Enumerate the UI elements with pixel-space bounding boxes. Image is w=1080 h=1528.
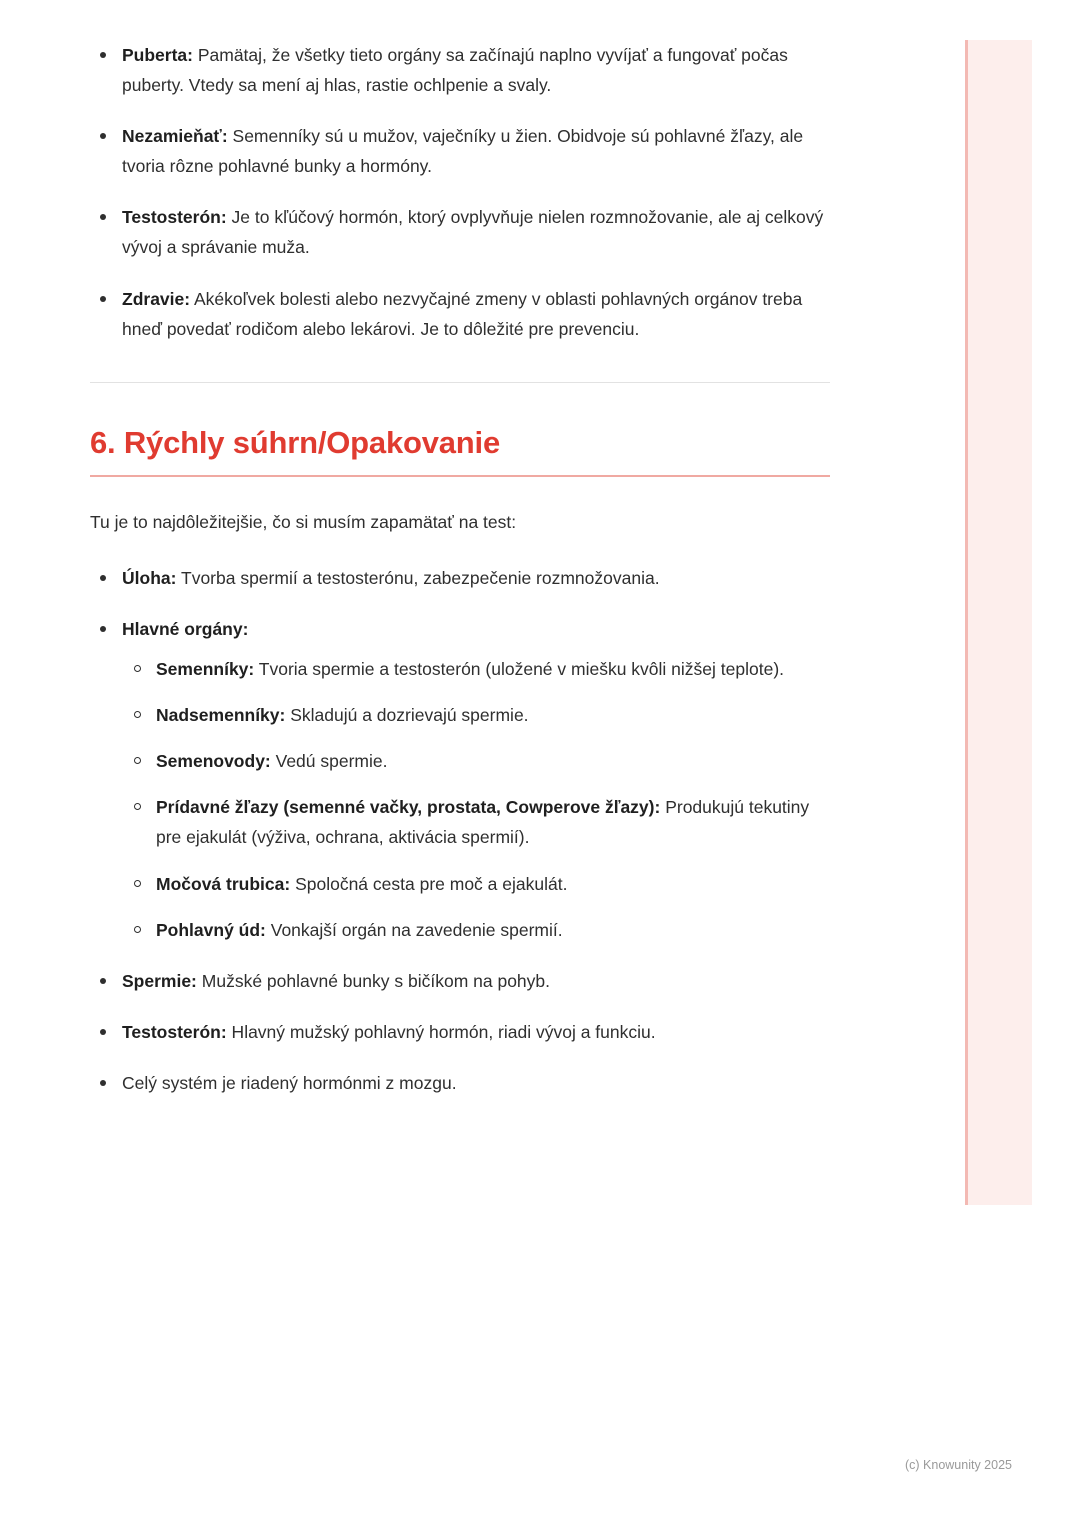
list-item (90, 1017, 830, 1047)
title-underline (90, 475, 830, 477)
list-item (90, 563, 830, 593)
list-item-term: Močová trubica: (156, 873, 291, 894)
list-item (90, 40, 830, 100)
summary-bullet-list (90, 563, 830, 1098)
list-item (90, 121, 830, 181)
list-item (122, 654, 830, 684)
list-item-text: Celý systém je riadený hormónmi z mozgu. (122, 1072, 457, 1093)
list-item (122, 915, 830, 945)
list-item (122, 700, 830, 730)
list-item-text: Tvorba spermií a testosterónu, zabezpečenie rozmnožovania. (176, 567, 660, 588)
list-item (90, 614, 830, 945)
top-bullet-list (90, 40, 830, 344)
section-divider (90, 382, 830, 383)
copyright-footer: (c) Knowunity 2025 (904, 1458, 1012, 1472)
list-item (122, 792, 830, 852)
decorative-side-band (968, 40, 1032, 1205)
document-content (90, 40, 830, 1119)
list-item-text: Tvoria spermie a testosterón (uložené v miešku kvôli nižšej teplote). (254, 659, 785, 680)
list-item (90, 966, 830, 996)
list-item-text: Pamätaj, že všetky tieto orgány sa začínajú naplno vyvíjať a fungovať počas puberty. Vtedy sa mení aj hlas, rastie ochlpenie a svaly. (122, 45, 788, 96)
list-item-text: Vedú spermie. (270, 751, 388, 772)
list-item (90, 202, 830, 262)
decorative-side-rule (965, 40, 968, 1205)
list-item-text: Skladujú a dozrievajú spermie. (285, 705, 529, 726)
list-item-term: Testosterón: (122, 207, 227, 228)
list-item-text: Semenníky sú u mužov, vaječníky u žien. Obidvoje sú pohlavné žľazy, ale tvoria rôzne pohlavné bunky a hormóny. (122, 126, 804, 177)
list-item-text: Vonkajší orgán na zavedenie spermií. (265, 919, 563, 940)
list-item-text: Produkujú tekutiny pre ejakulát (výživa, ochrana, aktivácia spermií). (156, 797, 810, 848)
list-item-term: Nadsemenníky: (156, 705, 286, 726)
list-item (122, 869, 830, 899)
list-item-term: Semenníky: (156, 659, 255, 680)
list-item-term: Hlavné orgány: (122, 618, 249, 639)
list-item-text: Mužské pohlavné bunky s bičíkom na pohyb. (196, 970, 551, 991)
list-item-term: Nezamieňať: (122, 126, 228, 147)
section-lead-text: Tu je to najdôležitejšie, čo si musím zapamätať na test: (90, 511, 517, 532)
list-item-text: Je to kľúčový hormón, ktorý ovplyvňuje nielen rozmnožovanie, ale aj celkový vývoj a správanie muža. (122, 207, 824, 258)
list-item-term: Úloha: (122, 567, 177, 588)
list-item-term: Pohlavný úd: (156, 919, 266, 940)
list-item-term: Zdravie: (122, 288, 191, 309)
list-item-term: Spermie: (122, 970, 197, 991)
list-item-term: Semenovody: (156, 751, 271, 772)
list-item-term: Testosterón: (122, 1021, 227, 1042)
list-item (90, 284, 830, 344)
list-item-term: Puberta: (122, 45, 193, 65)
list-item-text: Akékoľvek bolesti alebo nezvyčajné zmeny v oblasti pohlavných orgánov treba hneď povedať rodičom alebo lekárovi. Je to dôležité pre prevenciu. (122, 288, 803, 339)
list-item (90, 1068, 830, 1098)
list-item (122, 746, 830, 776)
organ-sub-list (122, 654, 830, 945)
list-item-text: Spoločná cesta pre moč a ejakulát. (290, 873, 568, 894)
list-item-text: Hlavný mužský pohlavný hormón, riadi vývoj a funkciu. (226, 1021, 656, 1042)
list-item-term: Prídavné žľazy (semenné vačky, prostata, Cowperove žľazy): (156, 797, 661, 818)
page-title: 6. Rýchly súhrn/Opakovanie (90, 424, 501, 460)
